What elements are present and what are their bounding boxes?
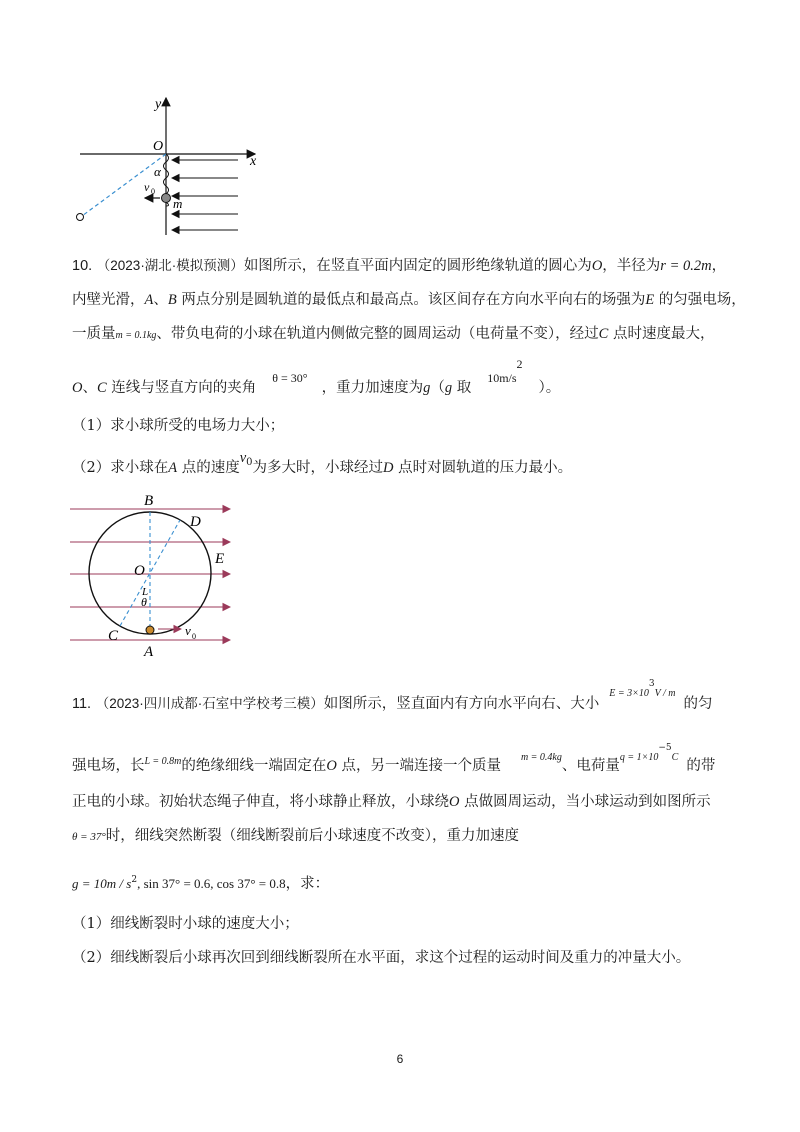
ball-initial bbox=[77, 214, 84, 221]
ball-m bbox=[162, 194, 171, 203]
question-source: （2023·四川成都·石室中学校考三模） bbox=[95, 695, 324, 711]
label-theta: θ bbox=[141, 595, 147, 609]
question-number: 10. bbox=[72, 258, 93, 274]
label-C: C bbox=[108, 628, 119, 644]
label-y: y bbox=[155, 97, 162, 112]
field-lines bbox=[172, 160, 238, 230]
q10-line-1: 10. （2023·湖北·模拟预测）如图所示，在竖直平面内固定的圆形绝缘轨道的圆心为O，半径为r = 0.2m， bbox=[72, 258, 727, 274]
label-x: x bbox=[250, 154, 257, 169]
q10-line-4: O、C 连线与竖直方向的夹角$^{\theta = 30^\circ}$，重力加速度为g（g 取$^{10m/s2}$）。 bbox=[72, 357, 561, 396]
question-number: 11. bbox=[72, 695, 92, 712]
q10-sub-1: （1）求小球所受的电场力大小； bbox=[72, 418, 285, 434]
label-m: m bbox=[173, 196, 183, 211]
q11-sub-1: （1）细线断裂时小球的速度大小； bbox=[72, 916, 299, 932]
q11-line-1: 11. （2023·四川成都·石室中学校考三模）如图所示，竖直面内有方向水平向右、大小$^{E = 3\times 103V / m}$的匀 bbox=[72, 679, 713, 712]
figure-circular-track bbox=[68, 492, 238, 662]
figure-pendulum-field bbox=[60, 90, 280, 240]
q11-line-3: 正电的小球。初始状态绳子伸直，将小球静止释放，小球绕O 点做圆周运动，当小球运动到如图所示 bbox=[72, 794, 711, 810]
page-number: 6 bbox=[396, 1052, 404, 1066]
q11-sub-2: （2）细线断裂后小球再次回到细线断裂所在水平面，求这个过程的运动时间及重力的冲量大小。 bbox=[72, 950, 691, 966]
label-v0: v bbox=[144, 180, 150, 194]
ball bbox=[146, 626, 154, 634]
q11-line-5: $g = 10m / s^2$, sin 37° = 0.6, cos 37° = 0.8，求： bbox=[72, 875, 330, 892]
q11-line-4: θ = 37°时，细线突然断裂（细线断裂前后小球速度不改变），重力加速度 bbox=[72, 828, 519, 844]
q11-line-2: 强电场，长$^{L = 0.8m}$的绝缘细线一端固定在O 点，另一端连接一个质量$^{m = 0.4kg}$、电荷量$^{q = 1\times 10-5C}$的带 bbox=[72, 743, 716, 774]
label-O: O bbox=[153, 139, 164, 154]
q10-sub-2: （2）求小球在A 点的速度$v^0$为多大时，小球经过D 点时对圆轨道的压力最小。 bbox=[72, 450, 573, 476]
label-alpha: α bbox=[154, 164, 161, 179]
label-O: O bbox=[134, 563, 145, 579]
label-v0-sub: 0 bbox=[192, 632, 196, 641]
q10-line-2: 内壁光滑，A、B 两点分别是圆轨道的最低点和最高点。该区间存在方向水平向右的场强为E 的匀强电场， bbox=[72, 292, 746, 308]
q10-line-3: 一质量m = 0.1kg、带负电荷的小球在轨道内侧做完整的圆周运动（电荷量不变），经过C 点时速度最大， bbox=[72, 326, 715, 342]
label-L: L bbox=[142, 586, 149, 598]
label-A: A bbox=[144, 644, 154, 660]
label-v0-sub: 0 bbox=[151, 187, 155, 196]
question-source: （2023·湖北·模拟预测） bbox=[96, 258, 244, 273]
label-B: B bbox=[144, 493, 154, 509]
label-E: E bbox=[215, 551, 225, 567]
label-D: D bbox=[190, 514, 201, 530]
track-circle bbox=[89, 512, 211, 634]
label-v0: v bbox=[185, 623, 191, 638]
